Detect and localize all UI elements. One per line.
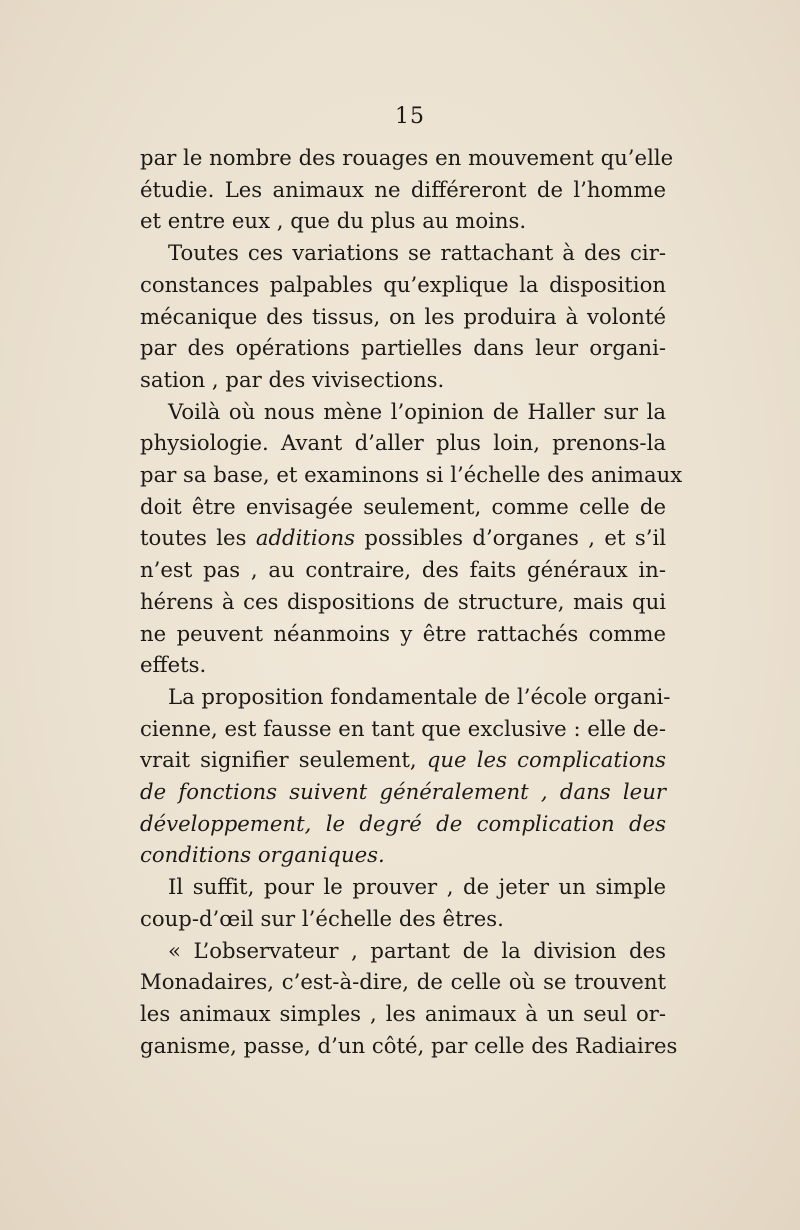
text-line — [140, 1030, 678, 1062]
text-line — [140, 618, 666, 650]
text-line — [140, 871, 666, 903]
text-run: toutes les — [140, 525, 256, 551]
text-run: étudie. Les animaux ne différeront de l’homme — [140, 176, 666, 202]
italic-text: de fonctions suivent généralement , dans leur — [140, 779, 666, 805]
text-line — [140, 427, 666, 459]
text-run: coup-d’œil sur l’échelle des êtres. — [140, 905, 504, 931]
text-line — [140, 713, 666, 745]
text-run: mécanique des tissus, on les produira à volonté — [140, 303, 666, 329]
text-line — [140, 205, 666, 237]
text-line — [140, 998, 666, 1030]
text-run: par des opérations partielles dans leur organi- — [140, 335, 666, 361]
text-run: par le nombre des rouages en mouvement qu’elle — [140, 145, 674, 170]
text-run: Voilà où nous mène l’opinion de Haller sur la — [168, 398, 666, 424]
text-line — [140, 269, 666, 301]
text-line — [140, 776, 666, 808]
text-run: Monadaires, c’est-à-dire, de celle où se trouvent — [140, 969, 666, 995]
text-run: physiologie. Avant d’aller plus loin, prenons-la — [140, 430, 666, 456]
text-line — [140, 364, 666, 396]
text-run: doit être envisagée seulement, comme celle de — [140, 493, 666, 519]
text-line — [140, 554, 666, 586]
text-line — [140, 586, 666, 618]
text-run: par sa base, et examinons si l’échelle des animaux — [140, 462, 683, 488]
text-run: possibles d’organes , et s’il — [354, 525, 666, 551]
paragraph — [140, 237, 666, 396]
italic-text: développement, le degré de complication des — [140, 810, 666, 836]
italic-text: conditions organiques. — [140, 842, 385, 868]
text-line — [140, 491, 666, 523]
text-line — [140, 839, 666, 871]
text-line — [140, 237, 666, 269]
text-run: Toutes ces variations se rattachant à des cir- — [168, 240, 666, 266]
paragraph — [140, 142, 674, 237]
text-line — [140, 935, 666, 967]
text-run: ne peuvent néanmoins y être rattachés comme — [140, 620, 666, 646]
body-text — [140, 142, 683, 1061]
text-run: constances palpables qu’explique la disposition — [140, 271, 666, 297]
text-run: La proposition fondamentale de l’école organi- — [168, 683, 671, 709]
text-line — [140, 332, 666, 364]
text-run: sation , par des vivisections. — [140, 366, 445, 392]
text-run: hérens à ces dispositions de structure, mais qui — [140, 588, 666, 614]
paragraph — [140, 935, 678, 1062]
italic-text: que les complications — [426, 747, 666, 773]
page-number: 15 — [395, 104, 425, 129]
text-line — [140, 396, 666, 428]
text-run: « L’observateur , partant de la division des — [168, 937, 666, 963]
text-run: vrait signifier seulement, — [140, 747, 427, 773]
text-run: cienne, est fausse en tant que exclusive : elle de- — [140, 715, 666, 741]
paragraph — [140, 871, 666, 934]
text-run: effets. — [140, 652, 207, 678]
text-line — [140, 903, 666, 935]
text-run: ganisme, passe, d’un côté, par celle des Radiaires — [140, 1032, 678, 1058]
text-line — [140, 808, 666, 840]
text-run: les animaux simples , les animaux à un seul or- — [140, 1000, 666, 1026]
text-line — [140, 966, 666, 998]
text-line — [140, 459, 683, 491]
text-line — [140, 522, 666, 554]
paragraph — [140, 681, 671, 871]
text-run: n’est pas , au contraire, des faits généraux in- — [140, 557, 666, 583]
text-line — [140, 174, 666, 206]
italic-text: additions — [255, 525, 355, 551]
text-line — [140, 681, 671, 713]
text-line — [140, 301, 666, 333]
text-line — [140, 744, 666, 776]
text-run: et entre eux , que du plus au moins. — [140, 208, 527, 234]
text-line — [140, 142, 674, 174]
paragraph — [140, 396, 683, 681]
text-run: Il suffit, pour le prouver , de jeter un simple — [168, 874, 666, 900]
text-line — [140, 649, 666, 681]
